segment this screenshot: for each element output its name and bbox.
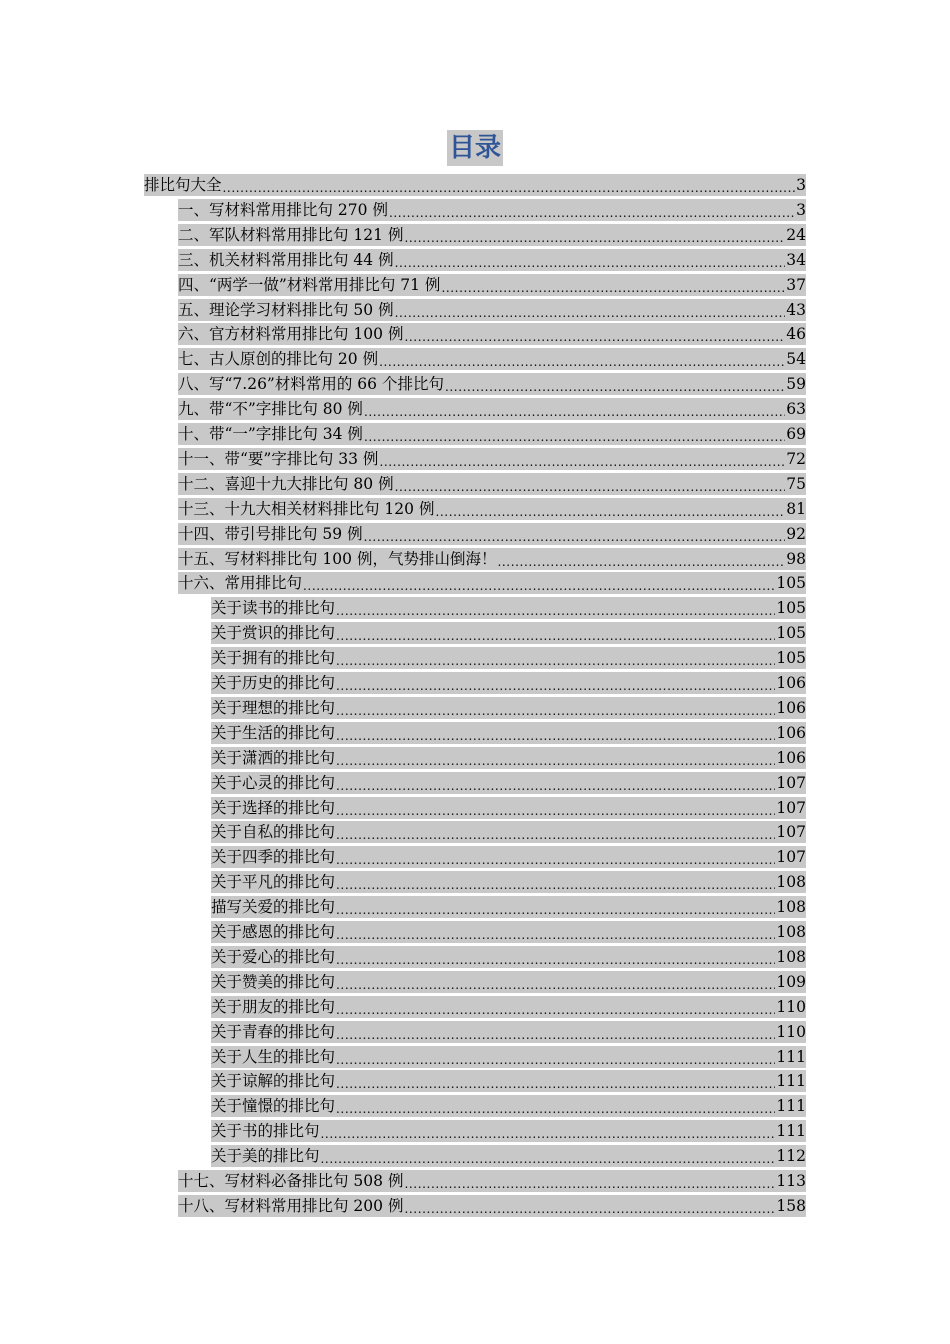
toc-entry[interactable] bbox=[211, 1120, 806, 1142]
toc-entry[interactable] bbox=[178, 224, 806, 246]
toc-entry-label: 关于赏识的排比句 bbox=[211, 624, 336, 643]
toc-entry[interactable] bbox=[211, 1095, 806, 1117]
toc-dot-leader bbox=[336, 603, 775, 619]
toc-dot-leader bbox=[364, 529, 786, 545]
toc-entry-page: 106 bbox=[776, 674, 806, 692]
toc-entry-label: 九、带“不”字排比句 80 例 bbox=[178, 400, 363, 419]
toc-dot-leader bbox=[404, 230, 785, 246]
toc-dot-leader bbox=[404, 1201, 775, 1217]
toc-entry-label: 关于生活的排比句 bbox=[211, 723, 336, 742]
toc-entry-page: 111 bbox=[776, 1047, 806, 1066]
toc-entry-page: 59 bbox=[786, 375, 806, 394]
toc-dot-leader bbox=[336, 1101, 775, 1117]
toc-entry-page: 111 bbox=[776, 1122, 806, 1141]
toc-entry[interactable] bbox=[211, 896, 806, 918]
toc-entry-label: 排比句大全 bbox=[144, 176, 222, 194]
toc-entry[interactable] bbox=[211, 772, 806, 794]
toc-entry-page: 107 bbox=[776, 773, 806, 792]
toc-entry-page: 109 bbox=[776, 972, 806, 991]
toc-entry-page: 105 bbox=[776, 649, 806, 668]
toc-dot-leader bbox=[336, 877, 775, 893]
toc-dot-leader bbox=[441, 280, 785, 296]
toc-entry-label: 关于爱心的排比句 bbox=[211, 947, 336, 966]
toc-entry-label: 关于自私的排比句 bbox=[211, 823, 336, 842]
toc-entry-page: 105 bbox=[776, 574, 806, 593]
toc-entry-label: 关于选择的排比句 bbox=[211, 798, 336, 817]
toc-entry-page: 108 bbox=[776, 898, 806, 917]
toc-entry[interactable] bbox=[178, 423, 806, 445]
toc-entry-page: 108 bbox=[776, 923, 806, 941]
toc-entry-label: 关于心灵的排比句 bbox=[211, 773, 336, 792]
toc-dot-leader bbox=[395, 479, 786, 495]
toc-entry-page: 108 bbox=[776, 873, 806, 892]
toc-dot-leader bbox=[336, 678, 775, 694]
toc-title bbox=[0, 130, 950, 166]
toc-entry[interactable] bbox=[211, 1046, 806, 1068]
toc-entry-label: 关于四季的排比句 bbox=[211, 848, 336, 867]
toc-entry-label: 关于感恩的排比句 bbox=[211, 923, 336, 941]
toc-entry-page: 106 bbox=[776, 748, 806, 767]
toc-dot-leader bbox=[336, 1076, 775, 1092]
toc-dot-leader bbox=[336, 1052, 775, 1068]
toc-entry-page: 112 bbox=[776, 1147, 806, 1166]
toc-entry-page: 106 bbox=[776, 723, 806, 742]
toc-entry[interactable] bbox=[211, 597, 806, 619]
toc-entry[interactable] bbox=[211, 672, 806, 694]
toc-entry[interactable] bbox=[211, 871, 806, 893]
toc-entry-label: 关于历史的排比句 bbox=[211, 674, 336, 692]
toc-dot-leader bbox=[303, 578, 775, 594]
toc-entry-page: 46 bbox=[786, 325, 806, 344]
toc-dot-leader bbox=[321, 1151, 776, 1167]
toc-entry-label: 关于朋友的排比句 bbox=[211, 997, 336, 1016]
toc-entry-label: 六、官方材料常用排比句 100 例 bbox=[178, 325, 404, 344]
toc-entry[interactable] bbox=[211, 1145, 806, 1167]
toc-dot-leader bbox=[336, 1027, 775, 1043]
toc-entry-label: 四、“两学一做”材料常用排比句 71 例 bbox=[178, 275, 441, 294]
toc-entry[interactable] bbox=[211, 921, 806, 943]
toc-entry-label: 关于青春的排比句 bbox=[211, 1022, 336, 1041]
toc-entry-label: 七、古人原创的排比句 20 例 bbox=[178, 350, 379, 369]
toc-dot-leader bbox=[321, 1126, 776, 1142]
toc-dot-leader bbox=[336, 927, 775, 943]
toc-dot-leader bbox=[336, 977, 775, 993]
toc-entry-label: 十六、常用排比句 bbox=[178, 574, 303, 593]
toc-entry-page: 3 bbox=[796, 176, 806, 194]
toc-entry-label: 关于读书的排比句 bbox=[211, 599, 336, 618]
toc-entry[interactable] bbox=[211, 821, 806, 843]
toc-entry[interactable] bbox=[178, 373, 806, 395]
toc-entry-page: 105 bbox=[776, 599, 806, 618]
toc-title-text: 目录 bbox=[447, 130, 503, 166]
toc-entry-label: 关于憧憬的排比句 bbox=[211, 1097, 336, 1116]
toc-entry-page: 43 bbox=[786, 300, 806, 319]
toc-entry-label: 关于拥有的排比句 bbox=[211, 649, 336, 668]
toc-entry-label: 十、带“一”字排比句 34 例 bbox=[178, 425, 363, 443]
toc-entry-label: 关于美的排比句 bbox=[211, 1147, 320, 1166]
toc-entry[interactable] bbox=[178, 323, 806, 345]
toc-entry-label: 关于人生的排比句 bbox=[211, 1047, 336, 1066]
toc-dot-leader bbox=[395, 255, 786, 271]
toc-entry-page: 69 bbox=[786, 425, 806, 443]
toc-entry-page: 75 bbox=[786, 474, 806, 493]
toc-entry[interactable] bbox=[178, 299, 806, 321]
toc-dot-leader bbox=[336, 827, 775, 843]
toc-entry[interactable] bbox=[178, 199, 806, 221]
toc-dot-leader bbox=[364, 429, 785, 445]
toc-entry[interactable] bbox=[178, 274, 806, 296]
toc-entry-page: 63 bbox=[786, 400, 806, 419]
toc-entry-label: 十三、十九大相关材料排比句 120 例 bbox=[178, 499, 435, 518]
toc-dot-leader bbox=[336, 952, 775, 968]
toc-entry-label: 三、机关材料常用排比句 44 例 bbox=[178, 250, 394, 269]
toc-dot-leader bbox=[336, 653, 775, 669]
toc-entry-page: 54 bbox=[786, 350, 806, 369]
toc-entry-page: 110 bbox=[776, 1022, 806, 1041]
toc-entry-page: 24 bbox=[786, 225, 806, 244]
toc-entry-page: 108 bbox=[776, 947, 806, 966]
toc-dot-leader bbox=[336, 803, 775, 819]
toc-dot-leader bbox=[379, 454, 785, 470]
toc-entry[interactable] bbox=[211, 697, 806, 719]
toc-entry[interactable] bbox=[211, 946, 806, 968]
toc-entry-label: 关于书的排比句 bbox=[211, 1122, 320, 1141]
toc-entry-page: 107 bbox=[776, 798, 806, 817]
toc-entry-page: 113 bbox=[776, 1172, 806, 1190]
toc-dot-leader bbox=[404, 329, 785, 345]
toc-entry-label: 二、军队材料常用排比句 121 例 bbox=[178, 225, 404, 244]
toc-dot-leader bbox=[435, 504, 785, 520]
toc-entry-page: 92 bbox=[786, 524, 806, 543]
toc-dot-leader bbox=[223, 180, 796, 196]
toc-dot-leader bbox=[389, 205, 795, 221]
toc-entry-label: 一、写材料常用排比句 270 例 bbox=[178, 200, 388, 219]
toc-entry[interactable] bbox=[178, 473, 806, 495]
toc-entry[interactable] bbox=[178, 249, 806, 271]
toc-entry-label: 关于赞美的排比句 bbox=[211, 972, 336, 991]
toc-entry-page: 110 bbox=[776, 997, 806, 1016]
toc-entry-page: 72 bbox=[786, 449, 806, 468]
toc-entry[interactable] bbox=[211, 1021, 806, 1043]
toc-entry-page: 158 bbox=[776, 1196, 806, 1215]
toc-entry-page: 98 bbox=[786, 549, 806, 568]
toc-dot-leader bbox=[336, 852, 775, 868]
toc-entry-page: 105 bbox=[776, 624, 806, 643]
toc-dot-leader bbox=[336, 778, 775, 794]
toc-entry[interactable] bbox=[211, 996, 806, 1018]
toc-entry[interactable] bbox=[178, 1170, 806, 1192]
toc-entry-page: 34 bbox=[786, 250, 806, 269]
toc-entry-page: 107 bbox=[776, 823, 806, 842]
toc-dot-leader bbox=[336, 728, 775, 744]
toc-entry[interactable] bbox=[178, 1195, 806, 1217]
toc-entry-page: 111 bbox=[776, 1097, 806, 1116]
toc-entry-label: 八、写“7.26”材料常用的 66 个排比句 bbox=[178, 375, 444, 394]
toc-entry[interactable] bbox=[211, 647, 806, 669]
toc-entry-label: 十五、写材料排比句 100 例，气势排山倒海！ bbox=[178, 549, 497, 568]
toc-entry-page: 3 bbox=[796, 200, 806, 219]
toc-dot-leader bbox=[336, 753, 775, 769]
toc-dot-leader bbox=[497, 554, 785, 570]
toc-dot-leader bbox=[336, 902, 775, 918]
toc-dot-leader bbox=[336, 1002, 775, 1018]
toc-entry[interactable] bbox=[178, 523, 806, 545]
toc-entry[interactable] bbox=[144, 174, 806, 196]
toc-entry[interactable] bbox=[178, 572, 806, 594]
toc-entry[interactable] bbox=[178, 448, 806, 470]
toc-entry-label: 五、理论学习材料排比句 50 例 bbox=[178, 300, 394, 319]
toc-entry-label: 关于平凡的排比句 bbox=[211, 873, 336, 892]
toc-dot-leader bbox=[379, 354, 785, 370]
toc-entry[interactable] bbox=[211, 846, 806, 868]
toc-entry-label: 十四、带引号排比句 59 例 bbox=[178, 524, 363, 543]
toc-entry-label: 关于谅解的排比句 bbox=[211, 1072, 336, 1091]
toc-entry[interactable] bbox=[211, 747, 806, 769]
toc-entry-label: 十七、写材料必备排比句 508 例 bbox=[178, 1172, 404, 1190]
toc-entry[interactable] bbox=[211, 797, 806, 819]
toc-entry-label: 描写关爱的排比句 bbox=[211, 898, 336, 917]
toc-entry-page: 107 bbox=[776, 848, 806, 867]
toc-entry-page: 37 bbox=[786, 275, 806, 294]
toc-dot-leader bbox=[336, 703, 775, 719]
toc-entry[interactable] bbox=[211, 971, 806, 993]
toc-entry-page: 81 bbox=[786, 499, 806, 518]
toc-dot-leader bbox=[336, 628, 775, 644]
toc-dot-leader bbox=[404, 1176, 775, 1192]
toc-entry-label: 十八、写材料常用排比句 200 例 bbox=[178, 1196, 404, 1215]
toc-dot-leader bbox=[395, 305, 786, 321]
toc-entry-label: 关于潇洒的排比句 bbox=[211, 748, 336, 767]
toc-entry-label: 十一、带“要”字排比句 33 例 bbox=[178, 449, 379, 468]
toc-entry[interactable] bbox=[211, 622, 806, 644]
toc-entry[interactable] bbox=[178, 498, 806, 520]
toc-entry-page: 106 bbox=[776, 698, 806, 717]
toc-entry[interactable] bbox=[211, 722, 806, 744]
toc-entry-page: 111 bbox=[776, 1072, 806, 1091]
toc-entry-label: 十二、喜迎十九大排比句 80 例 bbox=[178, 474, 394, 493]
toc-dot-leader bbox=[364, 404, 785, 420]
toc-entry[interactable] bbox=[178, 398, 806, 420]
toc-entry[interactable] bbox=[178, 348, 806, 370]
toc-dot-leader bbox=[445, 379, 785, 395]
toc-entry-label: 关于理想的排比句 bbox=[211, 698, 336, 717]
toc-entry[interactable] bbox=[211, 1070, 806, 1092]
toc-entry[interactable] bbox=[178, 548, 806, 570]
